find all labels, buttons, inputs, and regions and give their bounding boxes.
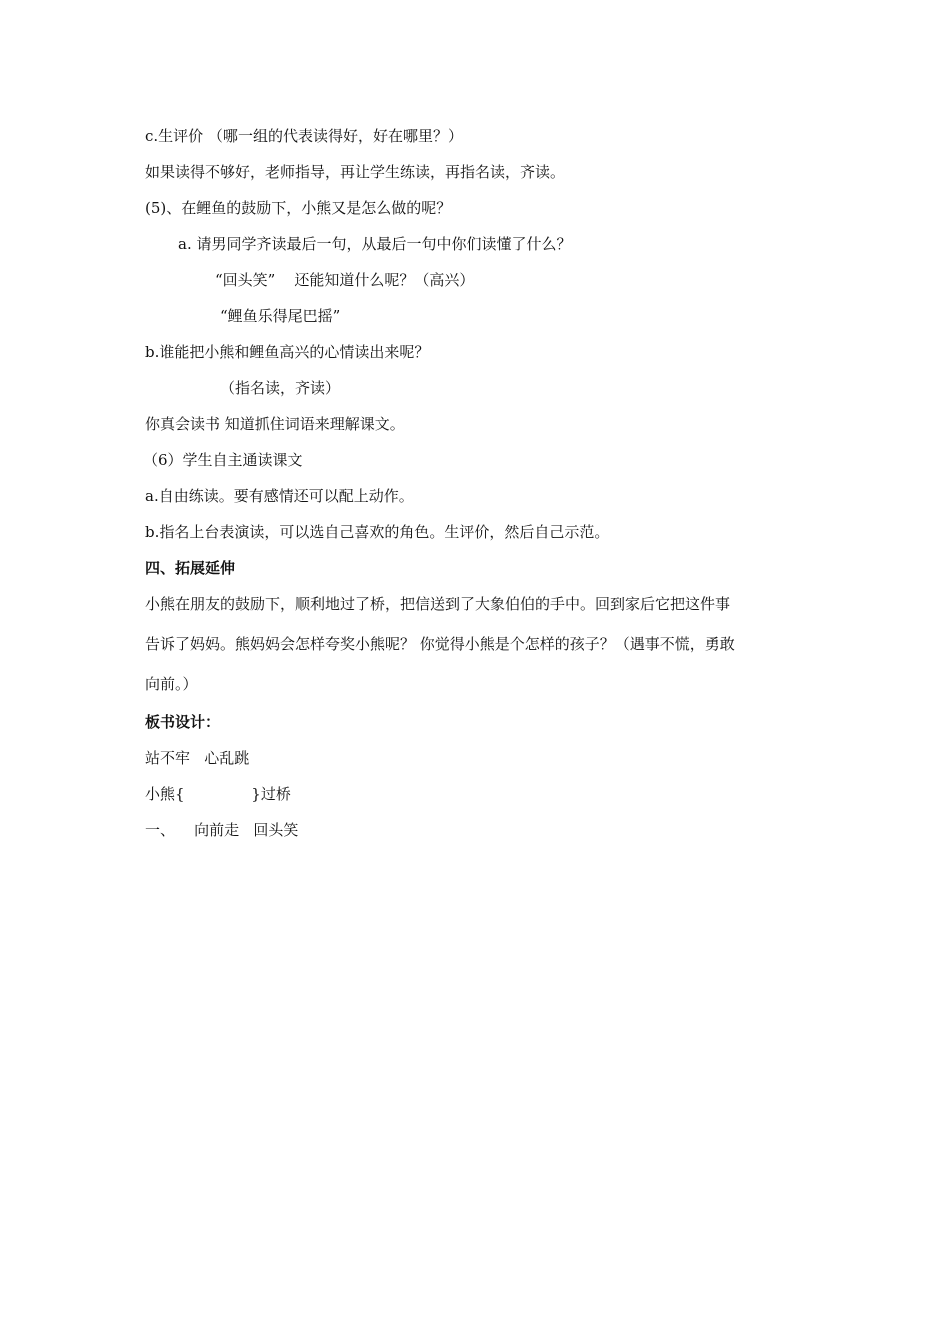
text-line-boys-read: a. 请男同学齐读最后一句，从最后一句中你们读懂了什么？ xyxy=(178,235,572,253)
text-line-c-student-evaluation: c.生评价 （哪一组的代表读得好，好在哪里？） xyxy=(145,127,463,145)
section-heading-extension: 四、拓展延伸 xyxy=(145,559,236,577)
board-line-2: 小熊{ }过桥 xyxy=(145,785,291,803)
text-line-step-5: (5)、在鲤鱼的鼓励下，小熊又是怎么做的呢？ xyxy=(145,199,452,217)
text-line-perform-reading: b.指名上台表演读，可以选自己喜欢的角色。生评价，然后自己示范。 xyxy=(145,523,610,541)
board-line-3: 一、 向前走 回头笑 xyxy=(145,821,299,839)
text-line-paragraph-2: 告诉了妈妈。熊妈妈会怎样夸奖小熊呢？ 你觉得小熊是个怎样的孩子？（遇事不慌，勇敢 xyxy=(145,635,735,653)
text-line-teacher-guidance: 如果读得不够好，老师指导，再让学生练读，再指名读，齐读。 xyxy=(145,163,566,181)
text-line-paragraph-1: 小熊在朋友的鼓励下，顺利地过了桥，把信送到了大象伯伯的手中。回到家后它把这件事 xyxy=(145,595,731,613)
text-line-free-practice: a.自由练读。要有感情还可以配上动作。 xyxy=(145,487,414,505)
text-line-praise: 你真会读书 知道抓住词语来理解课文。 xyxy=(145,415,405,433)
board-line-1: 站不牢 心乱跳 xyxy=(145,749,250,767)
text-line-carp-tail: “鲤鱼乐得尾巴摇” xyxy=(220,307,341,325)
section-heading-board-design: 板书设计： xyxy=(145,713,221,731)
text-line-step-6: （6）学生自主通读课文 xyxy=(143,451,303,469)
text-line-turn-back-smile: “回头笑” 还能知道什么呢？（高兴） xyxy=(215,271,475,289)
text-line-paragraph-3: 向前。） xyxy=(145,675,198,693)
text-line-name-read: （指名读，齐读） xyxy=(220,379,341,397)
text-line-b-happy-mood: b.谁能把小熊和鲤鱼高兴的心情读出来呢？ xyxy=(145,343,430,361)
